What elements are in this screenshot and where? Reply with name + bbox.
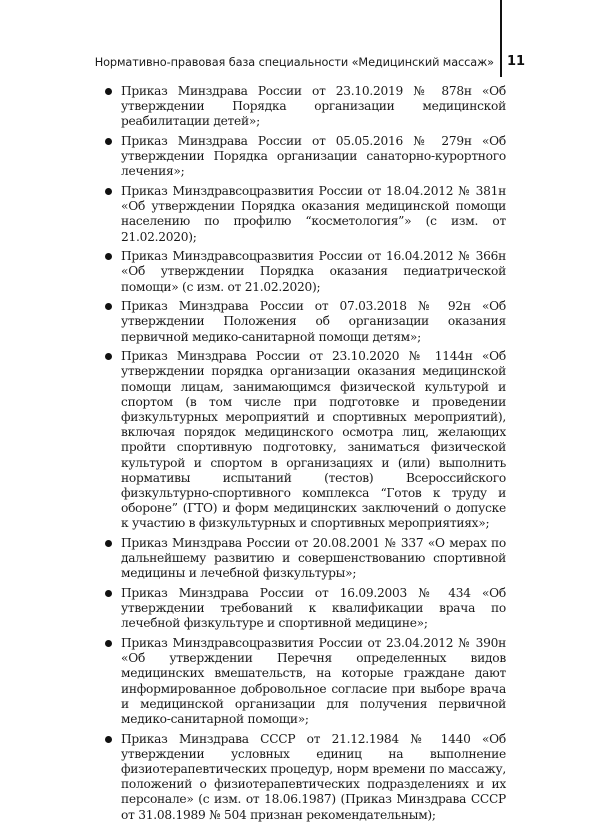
list-item-text: Приказ Минздравсоцразвития России от 23.04.2012 № 390н «Об утверждении Перечня определенных видов медицинских вмешательств, на которые граждане дают информированное добровольное согласие при выборе врача и медицинской организации для получения первичной медико-санитарной помощи»; bbox=[121, 636, 506, 727]
list-item bbox=[102, 184, 506, 245]
bullet-icon bbox=[105, 353, 112, 360]
bullet-icon bbox=[105, 590, 112, 597]
list-item bbox=[102, 732, 506, 823]
list-item bbox=[102, 134, 506, 180]
bullet-icon bbox=[105, 540, 112, 547]
list-item-text: Приказ Минздрава России от 05.05.2016 № 279н «Об утверждении Порядка организации санаторно-курортного лечения»; bbox=[121, 134, 506, 179]
bullet-icon bbox=[105, 253, 112, 260]
list-item bbox=[102, 586, 506, 632]
list-item-text: Приказ Минздрава России от 07.03.2018 № 92н «Об утверждении Положения об организации оказания первичной медико-санитарной помощи детям»; bbox=[121, 299, 506, 344]
list-item-text: Приказ Минздравсоцразвития России от 16.04.2012 № 366н «Об утверждении Порядка оказания педиатрической помощи» (с изм. от 21.02.2020); bbox=[121, 249, 506, 294]
regulation-list bbox=[102, 84, 506, 827]
list-item bbox=[102, 349, 506, 531]
list-item-text: Приказ Минздрава СССР от 21.12.1984 № 1440 «Об утверждении условных единиц на выполнение физиотерапевтических процедур, норм времени по массажу, положений о физиотерапевтических подразделениях и их персонале» (с изм. от 18.06.1987) (Приказ Минздрава СССР от 31.08.1989 № 504 признан рекомендательным); bbox=[121, 731, 506, 822]
list-item bbox=[102, 249, 506, 295]
list-item bbox=[102, 536, 506, 582]
list-item-text: Приказ Минздрава России от 23.10.2019 № 878н «Об утверждении Порядка организации медицинской реабилитации детей»; bbox=[121, 84, 506, 129]
page-edge-rule bbox=[500, 0, 502, 77]
list-item-text: Приказ Минздрава России от 20.08.2001 № 337 «О мерах по дальнейшему развитию и совершенствованию спортивной медицины и лечебной физкультуры»; bbox=[121, 536, 506, 581]
bullet-icon bbox=[105, 188, 112, 195]
bullet-icon bbox=[105, 138, 112, 145]
bullet-icon bbox=[105, 736, 112, 743]
bullet-icon bbox=[105, 640, 112, 647]
list-item-text: Приказ Минздравсоцразвития России от 18.04.2012 № 381н «Об утверждении Порядка оказания медицинской помощи населению по профилю “косметология”» (с изм. от 21.02.2020); bbox=[121, 184, 506, 244]
bullet-icon bbox=[105, 303, 112, 310]
list-item bbox=[102, 84, 506, 130]
list-item bbox=[102, 299, 506, 345]
list-item-text: Приказ Минздрава России от 16.09.2003 № 434 «Об утверждении требований к квалификации врача по лечебной физкультуре и спортивной медицине»; bbox=[121, 586, 506, 631]
bullet-icon bbox=[105, 88, 112, 95]
running-header: Нормативно-правовая база специальности «Медицинский массаж» bbox=[94, 56, 494, 69]
list-item bbox=[102, 636, 506, 727]
page-number: 11 bbox=[507, 54, 526, 69]
list-item-text: Приказ Минздрава России от 23.10.2020 № 1144н «Об утверждении порядка организации оказания медицинской помощи лицам, занимающимся физической культурой и спортом (в том числе при подготовке и проведении физкультурных мероприятий и спортивных мероприятий), включая порядок медицинского осмотра лиц, желающих пройти спортивную подготовку, заниматься физической культурой и спортом в организациях и (или) выполнить нормативы испытаний (тестов) Всероссийского физкультурно-спортивного комплекса “Готов к труду и обороне” (ГТО) и форм медицинских заключений о допуске к участию в физкультурных и спортивных мероприятиях»; bbox=[121, 349, 506, 531]
